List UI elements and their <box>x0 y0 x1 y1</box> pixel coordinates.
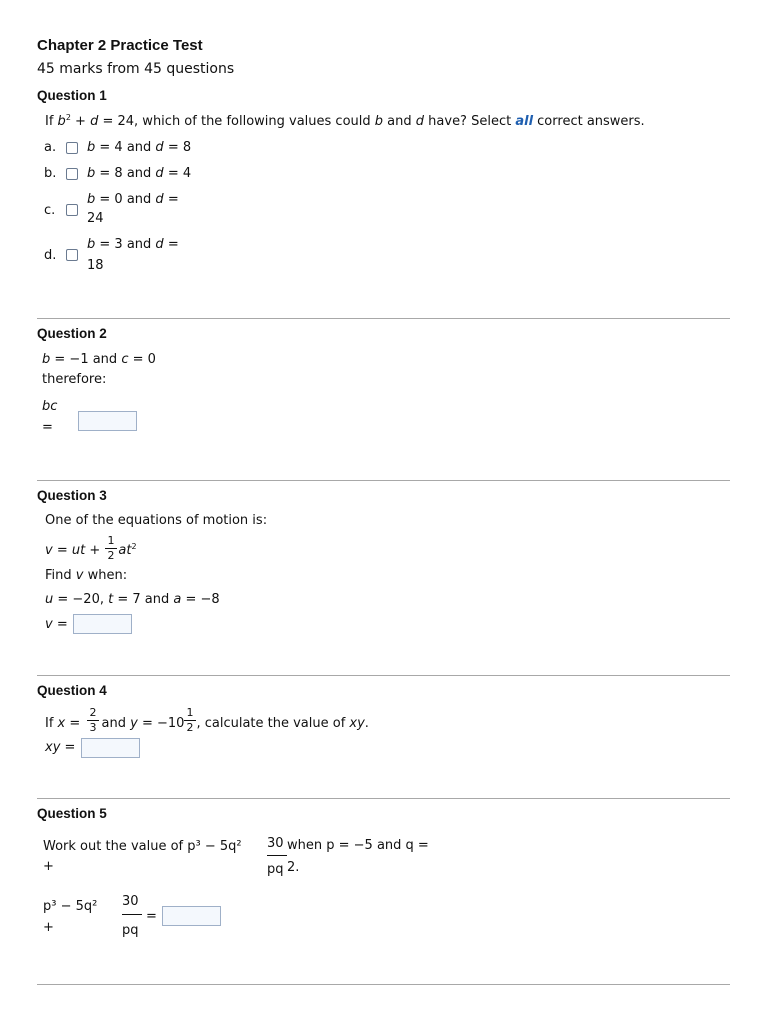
option-a-checkbox[interactable] <box>66 142 78 154</box>
option-c-value: 24 <box>87 211 104 226</box>
fraction-numerator: 1 <box>107 534 115 547</box>
question-3-intro: One of the equations of motion is: <box>45 513 268 528</box>
question-5-expression: p³ − 5q² <box>43 899 98 914</box>
option-b-letter: b. <box>44 166 57 181</box>
question-4-prompt: If x = and y = −10 , calculate the value of xy. <box>45 716 369 731</box>
option-d-checkbox[interactable] <box>66 249 78 261</box>
option-a-letter: a. <box>44 140 57 155</box>
page-subtitle: 45 marks from 45 questions <box>37 61 235 77</box>
y-fraction-numerator: 1 <box>186 706 194 719</box>
question-2-heading: Question 2 <box>37 326 107 341</box>
question-5-answer-input[interactable] <box>162 906 221 926</box>
divider <box>37 318 730 319</box>
option-b-label: b = 8 and d = 4 <box>87 166 192 181</box>
question-5-plus: + <box>43 859 54 874</box>
option-c-letter: c. <box>44 203 56 218</box>
question-5-prompt: Work out the value of p³ − 5q² <box>43 839 242 854</box>
question-5-answer-fraction-bar <box>122 914 142 915</box>
page-title: Chapter 2 Practice Test <box>37 37 203 54</box>
question-5-expression-plus: + <box>43 920 54 935</box>
x-fraction-denominator: 3 <box>89 721 97 734</box>
option-d-value: 18 <box>87 258 104 273</box>
option-b-checkbox[interactable] <box>66 168 78 180</box>
divider <box>37 480 730 481</box>
question-5-fraction-numerator: 30 <box>267 836 284 851</box>
question-2-equals: = <box>42 420 53 435</box>
question-2-bc-label: bc <box>42 399 58 414</box>
question-2-therefore: therefore: <box>42 372 107 387</box>
option-c-checkbox[interactable] <box>66 204 78 216</box>
question-5-q-value: 2. <box>287 860 300 875</box>
y-fraction-denominator: 2 <box>186 721 194 734</box>
divider <box>37 984 730 985</box>
question-5-answer-numerator: 30 <box>122 894 139 909</box>
question-1-heading: Question 1 <box>37 88 107 103</box>
option-c-label: b = 0 and d = <box>87 192 179 207</box>
equation-of-motion: v = ut + $at^2$ <box>45 542 137 558</box>
question-2-answer-input[interactable] <box>78 411 137 431</box>
question-5-fraction-denominator: pq <box>267 862 284 877</box>
question-5-fraction-bar <box>267 855 287 856</box>
question-3-answer-input[interactable] <box>73 614 132 634</box>
question-3-heading: Question 3 <box>37 488 107 503</box>
question-5-when: when p = −5 and q = <box>287 838 429 853</box>
option-d-letter: d. <box>44 248 57 263</box>
question-3-find: Find v when: <box>45 568 128 583</box>
divider <box>37 675 730 676</box>
option-d-label: b = 3 and d = <box>87 237 179 252</box>
question-1-prompt: If $b^2 + d = 24$, which of the following values could b and d have? Select all correct answers. <box>45 113 645 129</box>
option-a-label: b = 4 and d = 8 <box>87 140 192 155</box>
question-2-given: b = −1 and c = 0 <box>42 352 156 367</box>
question-5-answer-denominator: pq <box>122 923 139 938</box>
question-4-answer-label: xy = <box>45 740 76 755</box>
divider <box>37 798 730 799</box>
question-5-heading: Question 5 <box>37 806 107 821</box>
question-3-values: u = −20, t = 7 and a = −8 <box>45 592 220 607</box>
fraction-denominator: 2 <box>107 549 115 562</box>
question-5-equals: = <box>146 909 157 924</box>
x-fraction-numerator: 2 <box>89 706 97 719</box>
question-3-answer-label: v = <box>45 617 68 632</box>
question-4-heading: Question 4 <box>37 683 107 698</box>
question-4-answer-input[interactable] <box>81 738 140 758</box>
